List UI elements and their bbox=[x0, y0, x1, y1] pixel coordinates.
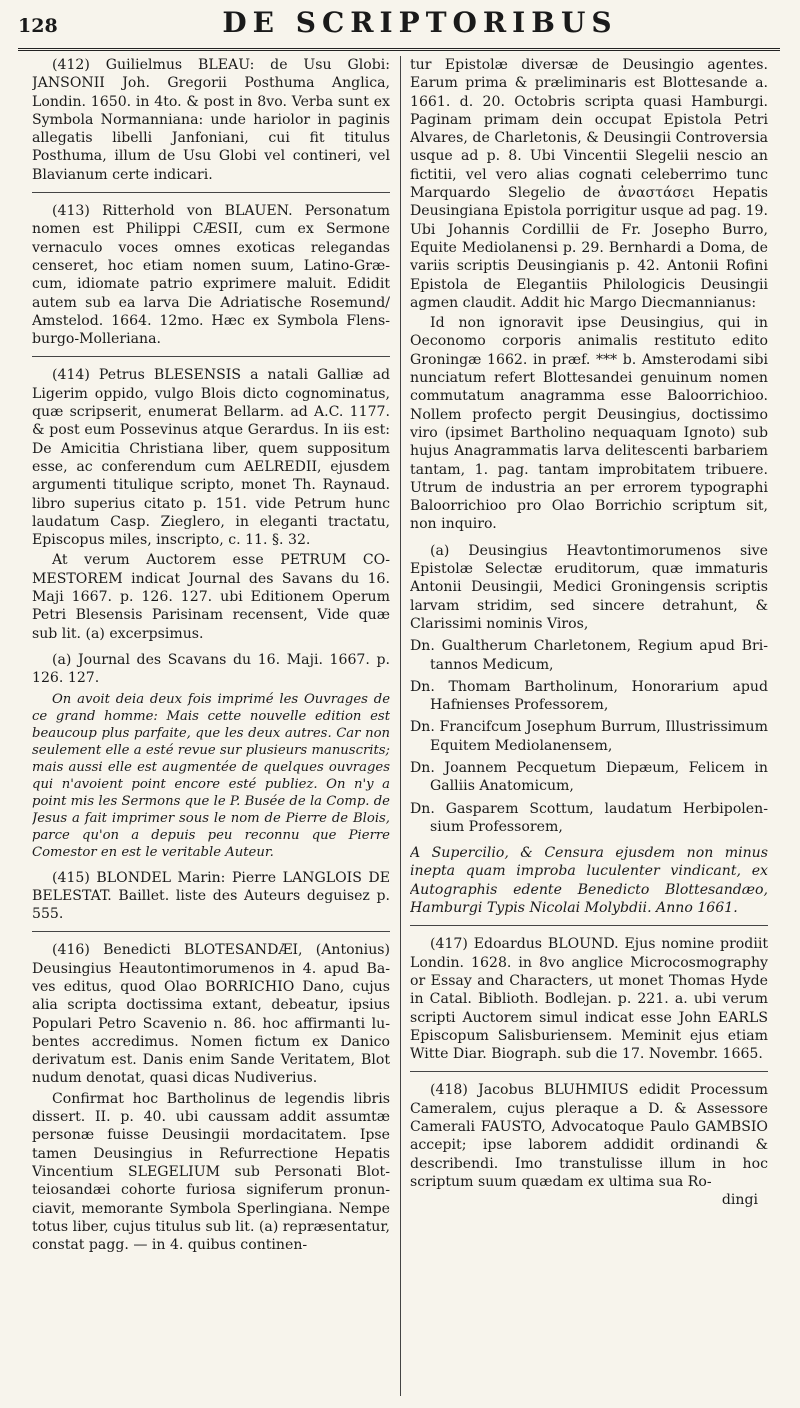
entry-413 bbox=[32, 202, 390, 348]
list-item: Dn. Gualtherum Charletonem, Regium apud Britannos Medicum, bbox=[410, 638, 768, 673]
header-rule bbox=[18, 48, 780, 51]
entry-divider bbox=[410, 925, 768, 926]
entry-414 bbox=[32, 366, 390, 642]
entry-divider bbox=[32, 356, 390, 357]
entry-divider bbox=[32, 931, 390, 932]
catchword: dingi bbox=[721, 1192, 758, 1209]
entry-text: (416) Benedicti BLOTESANDÆI, (Antonius) Deusingius Heautontimorumenos in 4. apud Baves editus, quod Olao BORRICHIO Dano, cujus alia scripta doctissima extant, debeatur, ipsius Populari Petro Scavenio n. 86. hoc affirmanti lubentes accredimus. Nomen fictum ex Danico derivatum est. Danis enim Sande Veritatem, Blot nudum denotat, quasi dicas Nudiverius. bbox=[32, 942, 390, 1087]
entry-text: (414) Petrus BLESENSIS a natali Galliæ ad Ligerim oppido, vulgo Blois dicto cognominatus, quæ scripserit, enumerat Bellarm. ad A.C. 1177. & post eum Possevinus atque Gerardus. In iis est: De Amicitia Christiana liber, quem suppositum esse, ac conferendum cum AELREDII, ejusdem argumenti titulique scripto, monet Th. Raynaud. libro superius citato p. 151. vide Petrum hunc laudatum Casp. Zieglero, in eleganti tractatu, Episcopus miles, inscripto, c. 11. §. 32. bbox=[32, 367, 390, 549]
list-item: Dn. Gasparem Scottum, laudatum Herbipolensium Professorem, bbox=[410, 800, 768, 835]
entry-415 bbox=[32, 869, 390, 924]
entry-416-continued bbox=[410, 56, 768, 534]
footnote-text: (a) Deusingius Heavtontimorumenos sive Epistolæ Selectæ eruditorum, quæ immaturis Antonii Deusingii, Medici Groningensis scriptis larvam stridim, sed sincere detrahunt, & Clarissimi nominis Viros, bbox=[410, 542, 768, 632]
running-title: DE SCRIPTORIBUS bbox=[222, 6, 618, 39]
column-divider bbox=[400, 56, 401, 1396]
entry-text: At verum Auctorem esse PETRUM COMESTOREM indicat Journal des Savans du 16. Maji 1667. p. 126. 127. ubi Editionem Operum Petri Blesensis Parisinam recensent, Vide quæ sub lit. (a) excerpsimus. bbox=[32, 552, 390, 642]
entry-416 bbox=[32, 941, 390, 1254]
entry-text: (418) Jacobus BLUHMIUS edidit Processum Cameralem, cujus pleraque a D. & Assessore Camerali FAUSTO, Advocatoque Paulo GAMBSIO accepit; ipse laborem addidit ordinandi & describendi. Imo transtulisse illum in hoc scriptum suum quædam ex ultima sua Ro- bbox=[410, 1082, 768, 1190]
entry-text: (417) Edoardus BLOUND. Ejus nomine prodiit Londin. 1628. in 8vo anglice Microcosmography or Essay and Characters, ut monet Thomas Hyde in Catal. Biblioth. Bodlejan. p. 221. a. ubi verum scripti Auctorem simul indicat esse John EARLS Episcopum Salisburiensem. Meminit ejus etiam Witte Diar. Biograph. sub die 17. Novembr. 1665. bbox=[410, 936, 768, 1063]
page-header bbox=[18, 6, 778, 46]
entry-text: (412) Guilielmus BLEAU: de Usu Globi: JANSONII Joh. Gregorii Posthuma Anglica, Londin. 1650. in 4to. & post in 8vo. Verba sunt ex Symbola Normanniana: unde hariolor in paginis allegatis libelli Janfoniani, cui fit titulus Posthuma, illum de Usu Globi vel contineri, vel Blavianum certe indicari. bbox=[32, 57, 390, 183]
footnote-quote: On avoit deia deux fois imprimé les Ouvrages de ce grand homme: Mais cette nouvelle edition est beaucoup plus parfaite, que les deux autres. Car non seulement elle a esté revue sur plusieurs manuscrits; mais aussi elle est augmentée de quelques ouvrages qui n'avoient point encore esté publiez. On n'y a point mis les Sermons que le P. Busée de la Comp. de Jesus a fait imprimer sous le nom de Pierre de Blois, parce qu'on a depuis peu reconnu que Pierre Comestor en est le veritable Auteur. bbox=[32, 691, 390, 860]
entry-text: tur Epistolæ diversæ de Deusingio agentes. Earum prima & præliminaris est Blottesande a. 1661. d. 20. Octobris scripta quasi Hamburgi. Paginam primam dein occupat Epistola Petri Alvares, de Charletonis, & Deusingii Controversia usque ad p. 8. Ubi Vincentii Slegelii nescio an fictitii, vel vero alias cognati celeberrimo tunc Marquardo Slegelio de ἀναστάσει Hepatis Deusingiana Epistola porrigitur usque ad pag. 19. Ubi Johannis Cordillii de Fr. Josepho Burro, Equite Mediolanensi p. 29. Bernhardi a Doma, de variis scriptis Deusingianis p. 42. Antonii Rofini Epistola de Elegantiis Philologicis Deusingii agmen claudit. Addit hic Margo Diecmannianus: bbox=[410, 57, 768, 311]
list-item: Dn. Francifcum Josephum Burrum, Illustrissimum Equitem Mediolanensem, bbox=[410, 719, 768, 754]
footnote-a-left bbox=[32, 651, 390, 861]
entry-divider bbox=[32, 192, 390, 193]
entry-418 bbox=[410, 1081, 768, 1209]
page-number: 128 bbox=[18, 15, 58, 37]
entry-text: Confirmat hoc Bartholinus de legendis libris dissert. II. p. 40. ubi caussam addit assumtæ personæ fuisse Deusingii mordacitatem. Ipse tamen Deusingius in Refurrectione Hepatis Vincentium SLEGELIUM sub Personati Blotteiosandæi cohorte furiosa signiferum pronunciavit, memorante Symbola Sperlingiana. Nempe totus liber, cujus titulus sub lit. (a) repræsentatur, constat pagg. — in 4. quibus continen- bbox=[32, 1090, 390, 1254]
addressee-list bbox=[410, 637, 768, 836]
entry-text: (413) Ritterhold von BLAUEN. Personatum nomen est Philippi CÆSII, cum ex Sermone vernaculo voces omnes exoticas relegandas censeret, hoc etiam nomen suum, Latino-Græcum, idiomate patrio exprimere maluit. Edidit autem sub ea larva Die Adriatische Rosemund/ Amstelod. 1664. 12mo. Hæc ex Symbola Flensburgo-Molleriana. bbox=[32, 203, 390, 348]
footnote-a-right bbox=[410, 542, 768, 918]
entry-divider bbox=[410, 1071, 768, 1072]
list-item: Dn. Joannem Pecquetum Diepæum, Felicem in Galliis Anatomicum, bbox=[410, 759, 768, 795]
entry-text: Id non ignoravit ipse Deusingius, qui in Oeconomo corporis animalis restituto edito Groningæ 1662. in præf. *** b. Amsterodami sibi nunciatum refert Blottesandei genuinum nomen commutatum anagramma esse Baloorrichioo. Nollem profecto pergit Deusingius, doctissimo viro (ipsimet Bartholino nequaquam Ignoto) sub hujus Anagrammatis larva delitescenti barbariem tantam, 1. pag. tantam improbitatem tribuere. Utrum de industria an per errorem typographi Baloorrichioo pro Olao Borrichio scriptum sit, non inquiro. bbox=[410, 315, 768, 533]
right-column bbox=[410, 56, 768, 1396]
footnote-closing: A Supercilio, & Censura ejusdem non minus inepta quam improba luculenter vindicant, ex Autographis edente Benedicto Blottesandæo, Hamburgi Typis Nicolai Molybdii. Anno 1661. bbox=[410, 845, 768, 917]
left-column bbox=[32, 56, 390, 1396]
entry-417 bbox=[410, 935, 768, 1063]
footnote-lead: (a) Journal des Scavans du 16. Maji. 1667. p. 126. 127. bbox=[32, 651, 390, 687]
entry-text: (415) BLONDEL Marin: Pierre LANGLOIS DE BELESTAT. Baillet. liste des Auteurs deguisez p. 555. bbox=[32, 869, 390, 923]
entry-412 bbox=[32, 56, 390, 184]
list-item: Dn. Thomam Bartholinum, Honorarium apud Hafnienses Professorem, bbox=[410, 678, 768, 714]
